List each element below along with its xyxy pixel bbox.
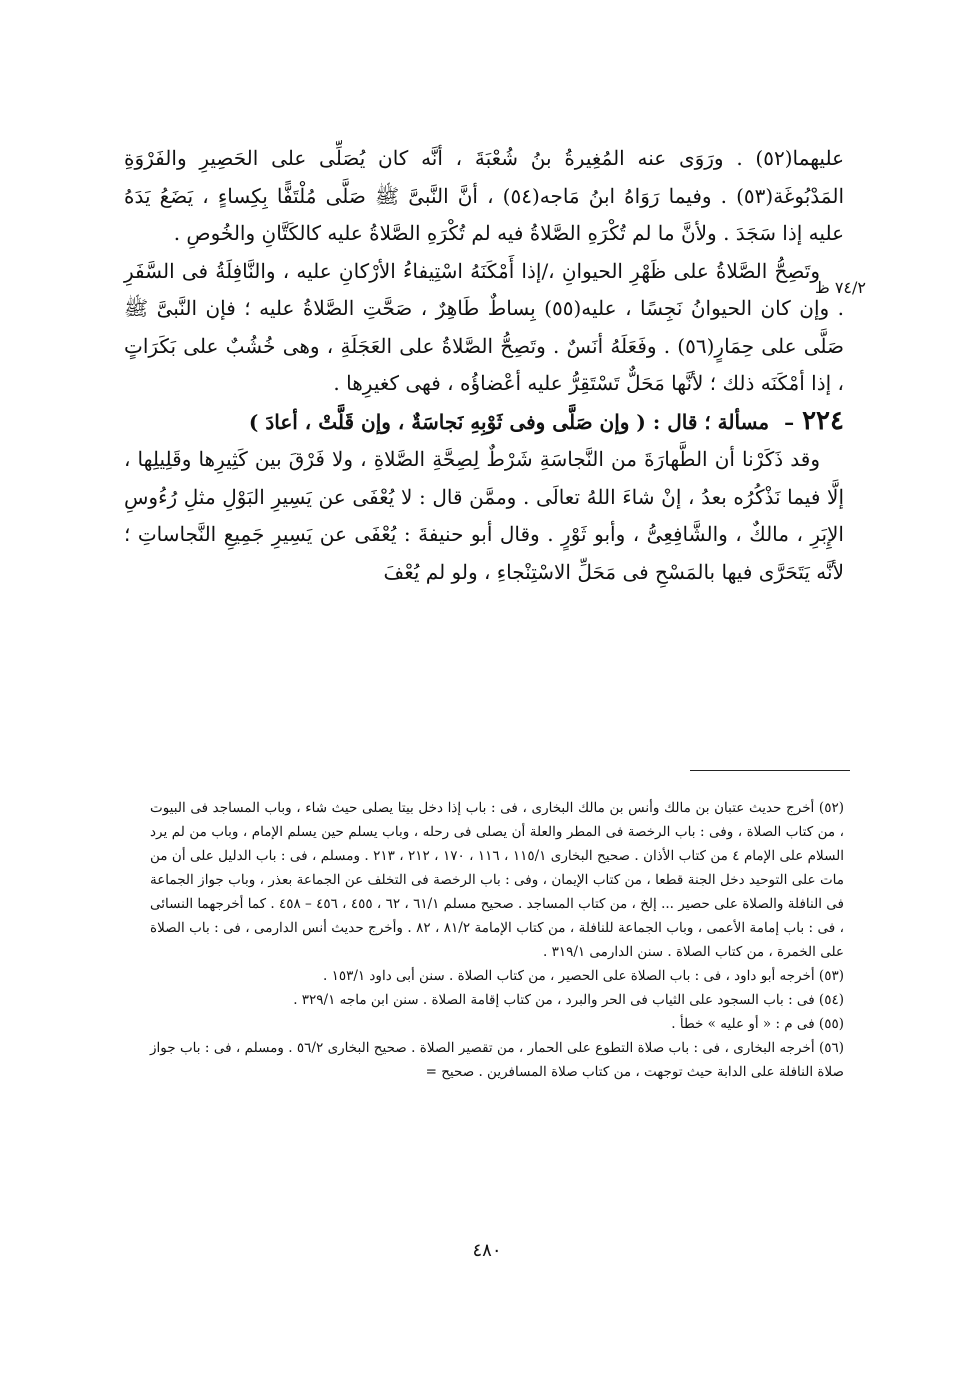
footnote-56: (٥٦) أخرجه البخارى ، فى : باب صلاة التطوع على الحمار ، من تقصير الصلاة . صحيح البخارى ٥٦/٢ . ومسلم ، فى : باب جواز صلاة النافلة على الدابة حيث توجهت ، من كتاب صلاة المسافرين . صحيح = <box>150 1040 845 1080</box>
issue-question: ( وإن صَلَّى وفى ثَوْبِهِ نَجاسَةٌ ، وإن قَلَّتْ ، أعادَ ) <box>248 409 646 434</box>
footnote-52: (٥٢) أخرج حديث عتبان بن مالك وأنس بن مالك البخارى ، فى : باب إذا دخل بيتا يصلى حيث شاء ، وباب المساجد فى البيوت ، من كتاب الصلاة ، وفى : باب الرخصة فى المطر والعلة أن يصلى فى رحله ، وباب يسلم حين يسلم الإمام ، وباب من لم يرد السلام على الإمام ٤ من كتاب الأذان . صحيح البخارى ١١٥/١ ، ١١٦ ، ١٧٠ ، ٢١٢ ، ٢١٣ . ومسلم ، فى : باب الدليل على أن من مات على التوحيد دخل الجنة قطعا ، من كتاب الإيمان ، وفى : باب الرخصة فى التخلف عن الجماعة بعذر ، وباب جواز الجماعة فى النافلة والصلاة على حصير ... إلخ ، من كتاب المساجد . صحيح مسلم ٦١/١ ، ٦٢ ، ٤٥٥ ، ٤٥٦ – ٤٥٨ . كما أخرجهما النسائى ، فى : باب إمامة الأعمى ، وباب الجماعة للنافلة ، من كتاب الإمامة ٨١/٢ ، ٨٢ . وأخرج حديث أنس الدارمى ، فى : باب الصلاة على الخمرة ، من كتاب الصلاة . سنن الدارمى ٣١٩/١ . <box>150 800 845 960</box>
margin-reference: ٧٤/٢ ظ <box>814 278 866 297</box>
issue-dash: – <box>784 409 795 434</box>
footnote-53: (٥٣) أخرجه أبو داود ، فى : باب الصلاة على الحصير ، من كتاب الصلاة . سنن أبى داود ١٥٣/١ . <box>322 968 844 984</box>
footnote-55: (٥٥) فى م : « أو عليه » خطأ . <box>671 1016 844 1032</box>
paragraph-impurity: وقد ذَكَرْنا أن الطَّهارَةَ من النَّجاسَةِ شَرْطٌ لِصِحَّةِ الصَّلاةِ ، ولا فَرْقَ بين كَثِيرِها وقَلِيلِها ، إلَّا فيما نَذْكُرُه بعدُ ، إنْ شاءَ اللهُ تعالَى . وممَّن قال : لا يُعْفَى عن يَسِيرِ البَوْلِ مثلِ رُءُوسِ الإِبَرِ ، مالكٌ ، والشَّافِعِىُّ ، وأبو ثَوْرٍ . وقال أبو حنيفةَ : يُعْفَى عن يَسِيرِ جَمِيعِ النَّجاساتِ ؛ لأنَّه يَتَحَرَّى فيها بالمَسْحِ فى مَحَلِّ الاسْتِنْجاءِ ، ولو لم يُعْفَ <box>124 447 844 584</box>
issue-heading <box>124 403 844 442</box>
paragraph-animal-prayer: وتَصِحُّ الصَّلاةُ على ظَهْرِ الحيوانِ ،/إذا أَمْكَنَهُ اسْتِيفاءُ الأرْكانِ عليه ، والنَّافِلَةُ فى السَّفَرِ . وإن كان الحيوانُ نَجِسًا ، عليه(٥٥) بِساطٌ طَاهِرٌ ، صَحَّتِ الصَّلاةُ عليه ؛ فإن النَّبىَّ ﷺ صَلَّى على حِمَارٍ(٥٦) . وفَعَلَهُ أنَسٌ . وتَصِحُّ الصَّلاةُ على العَجَلَةِ ، وهى خُشُبٌ على بَكَرَاتٍ ، إذا أمْكَنَه ذلك ؛ لأنَّها مَحَلٌّ تَسْتَقِرُّ عليه أعْضاؤُه ، فهى كغيرِها . <box>124 258 844 395</box>
issue-number: ٢٢٤ <box>802 405 844 436</box>
footnote-54: (٥٤) فى : باب السجود على الثياب فى الحر والبرد ، من كتاب إقامة الصلاة . سنن ابن ماجه ٣٢٩/١ . <box>293 992 844 1008</box>
footnote-separator <box>690 770 850 771</box>
main-text-block <box>124 140 844 591</box>
page-number: ٤٨٠ <box>472 1240 502 1261</box>
paragraph-continuation: عليهما(٥٢) . ورَوَى عنه المُغِيرةُ بنُ شُعْبَةَ ، أنَّه كان يُصَلِّى على الحَصِيرِ والفَرْوَةِ المَدْبُوغَة(٥٣) . وفيما رَوَاهُ ابنُ مَاجه(٥٤) ، أنَّ النَّبىَّ ﷺ صَلَّى مُلْتَفًّا بِكِساءٍ ، يَضَعُ يَدَهُ عليه إذا سَجَدَ . ولأنَّ ما لم تُكْرَهِ الصَّلاةُ فيه لم تُكْرَهِ الصَّلاةُ عليه كالكَتَّانِ والخُوصِ . <box>124 146 845 245</box>
issue-label: مسألة ؛ قال : <box>652 409 770 434</box>
footnotes <box>150 796 844 1084</box>
